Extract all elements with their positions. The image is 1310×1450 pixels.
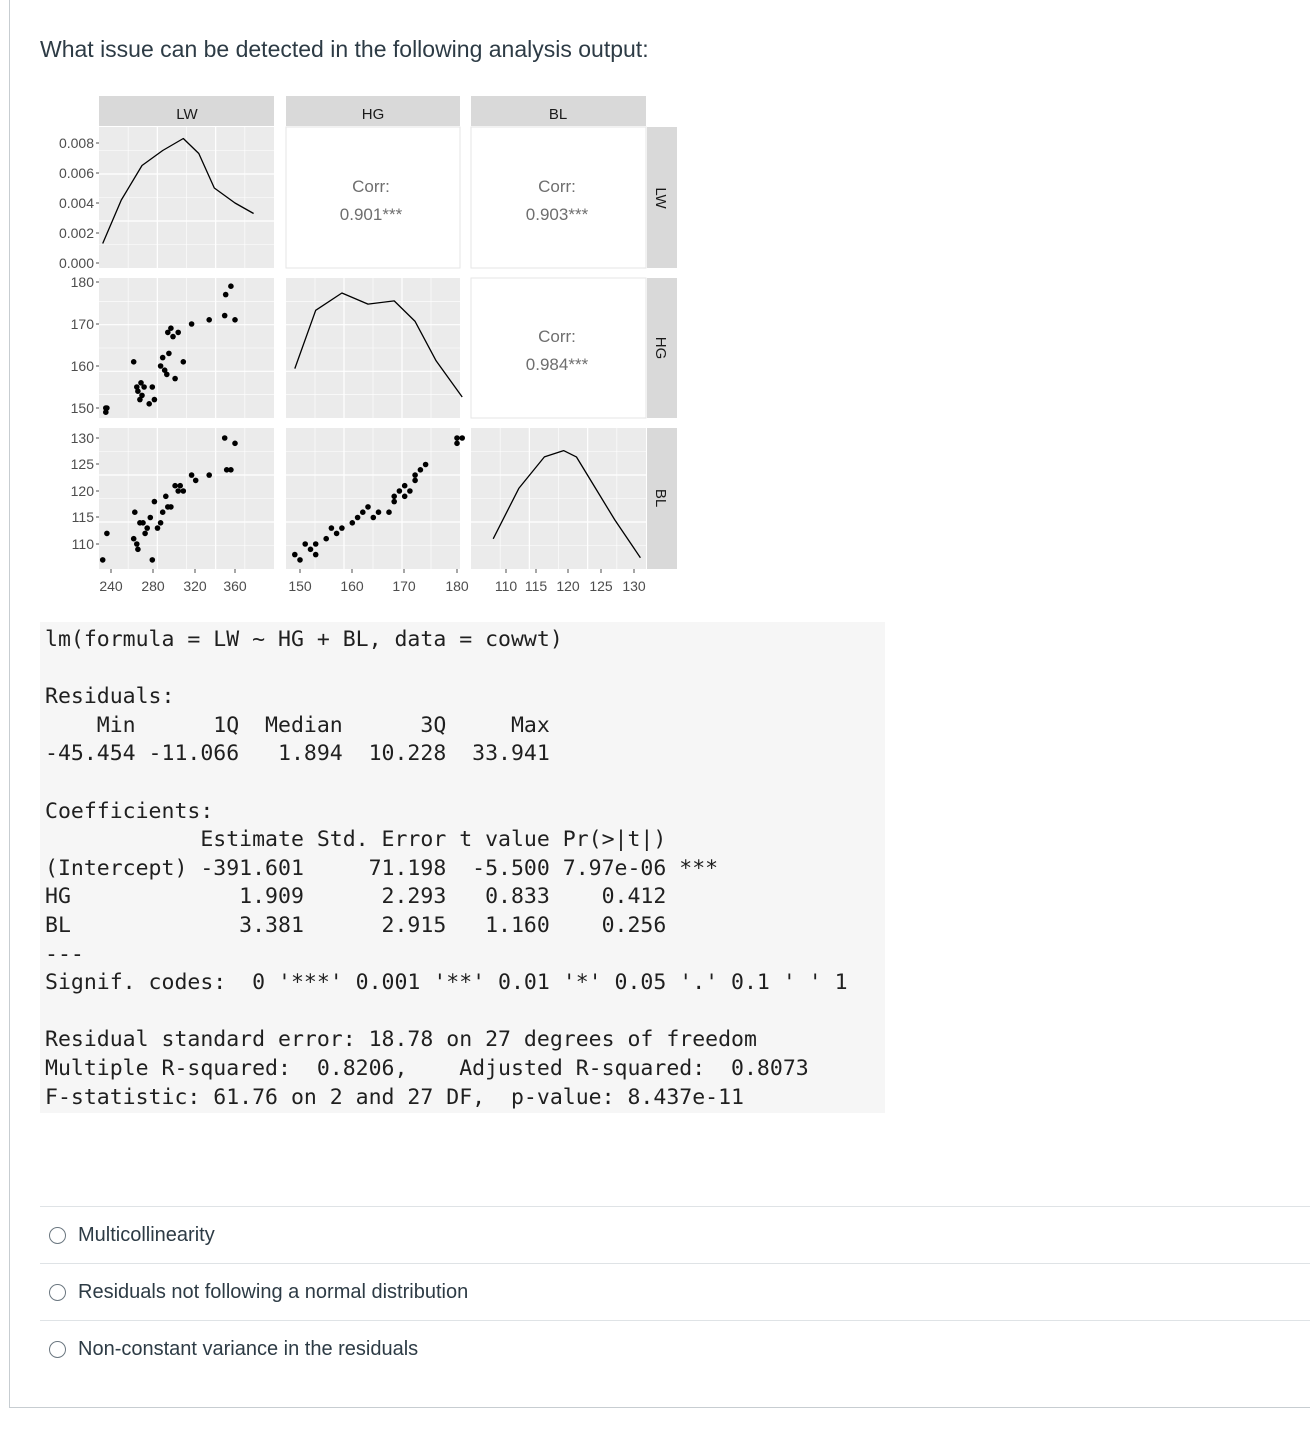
answer-label[interactable]: Residuals not following a normal distribution bbox=[78, 1280, 469, 1303]
tick-label: 0.006 bbox=[58, 165, 94, 181]
scatter-point bbox=[163, 494, 169, 500]
scatter-point bbox=[459, 435, 465, 441]
answer-radio[interactable] bbox=[49, 1341, 66, 1358]
scatter-point bbox=[181, 488, 187, 494]
scatter-point bbox=[418, 467, 424, 473]
scatter-point bbox=[158, 520, 164, 526]
tick-label: 125 bbox=[589, 578, 613, 594]
scatter-point bbox=[175, 488, 181, 494]
scatter-point bbox=[397, 488, 403, 494]
scatter-point bbox=[232, 441, 238, 447]
tick-label: 0.002 bbox=[58, 225, 94, 241]
scatter-point bbox=[166, 351, 172, 357]
corr-panel-lw-bl bbox=[471, 127, 646, 268]
tick-label: 110 bbox=[494, 578, 518, 594]
tick-label: 360 bbox=[223, 578, 247, 594]
scatter-point bbox=[222, 435, 228, 441]
scatter-point bbox=[177, 483, 183, 489]
scatter-point bbox=[100, 557, 106, 563]
scatter-point bbox=[193, 478, 199, 484]
scatter-point bbox=[391, 494, 397, 500]
tick-label: 160 bbox=[70, 358, 94, 374]
scatter-point bbox=[158, 363, 164, 369]
output-line: Min 1Q Median 3Q Max bbox=[45, 712, 563, 738]
question-text: What issue can be detected in the following analysis output: bbox=[40, 36, 649, 62]
tick-label: 115 bbox=[524, 578, 548, 594]
output-line: HG 1.909 2.293 0.833 0.412 bbox=[45, 884, 719, 910]
scatter-point bbox=[228, 467, 234, 473]
scatter-point bbox=[206, 317, 212, 323]
scatter-point bbox=[160, 509, 166, 515]
scatter-point bbox=[155, 525, 161, 531]
tick-label: 150 bbox=[70, 400, 94, 416]
scatter-point bbox=[144, 525, 150, 531]
answer-radio[interactable] bbox=[49, 1227, 66, 1244]
scatter-point bbox=[172, 483, 178, 489]
hg-y-axis bbox=[71, 274, 95, 416]
scatter-point bbox=[376, 509, 382, 515]
scatter-point bbox=[181, 359, 187, 365]
corr-label-hg-bl: Corr: bbox=[538, 327, 576, 346]
pairs-plot-svg bbox=[40, 92, 690, 604]
output-line: -45.454 -11.066 1.894 10.228 33.941 bbox=[45, 741, 563, 767]
scatter-point bbox=[131, 536, 137, 542]
scatter-point bbox=[175, 330, 181, 336]
answer-radio[interactable] bbox=[49, 1284, 66, 1301]
strip-right-label-lw: LW bbox=[652, 187, 669, 209]
scatter-point bbox=[228, 283, 234, 289]
scatter-point bbox=[412, 472, 418, 478]
output-line: Residuals: bbox=[45, 684, 175, 710]
tick-label: 130 bbox=[70, 430, 94, 446]
tick-label: 120 bbox=[556, 578, 580, 594]
answer-option[interactable] bbox=[40, 1206, 1310, 1263]
output-line: BL 3.381 2.915 1.160 0.256 bbox=[45, 912, 719, 938]
tick-label: 180 bbox=[445, 578, 469, 594]
answer-list bbox=[40, 1206, 1310, 1377]
tick-label: 0.000 bbox=[58, 255, 94, 271]
tick-label: 160 bbox=[340, 578, 364, 594]
output-line: (Intercept) -391.601 71.198 -5.500 7.97e-06 *** bbox=[45, 855, 719, 881]
scatter-point bbox=[142, 531, 148, 537]
scatter-point bbox=[206, 472, 212, 478]
answer-label[interactable]: Non-constant variance in the residuals bbox=[78, 1337, 419, 1360]
scatter-point bbox=[141, 384, 147, 390]
corr-value-hg-bl: 0.984*** bbox=[525, 355, 589, 374]
scatter-point bbox=[365, 504, 371, 510]
scatter-point bbox=[386, 509, 392, 515]
hg-x-axis bbox=[288, 578, 469, 594]
scatter-point bbox=[152, 499, 158, 505]
answer-option[interactable] bbox=[40, 1320, 1310, 1377]
scatter-point bbox=[412, 478, 418, 484]
tick-label: 110 bbox=[71, 536, 94, 552]
scatter-point bbox=[104, 531, 110, 537]
tick-label: 0.004 bbox=[58, 195, 94, 211]
density-y-axis bbox=[59, 135, 94, 271]
scatter-point bbox=[308, 547, 314, 553]
output-line: --- bbox=[45, 941, 84, 967]
scatter-point bbox=[164, 372, 170, 378]
scatter-point bbox=[152, 397, 158, 403]
bl-y-axis bbox=[71, 430, 95, 552]
scatter-point bbox=[454, 441, 460, 447]
output-line: lm(formula = LW ~ HG + BL, data = cowwt) bbox=[45, 627, 563, 652]
scatter-point bbox=[454, 435, 460, 441]
answer-label[interactable]: Multicollinearity bbox=[78, 1223, 215, 1246]
tick-label: 115 bbox=[71, 509, 94, 525]
strip-label-hg: HG bbox=[361, 106, 385, 123]
scatter-point bbox=[160, 355, 166, 361]
corr-panel-lw-hg bbox=[286, 127, 460, 268]
scatter-point bbox=[371, 515, 377, 521]
strip-right-label-hg: HG bbox=[652, 336, 669, 360]
scatter-point bbox=[150, 557, 156, 563]
pairs-plot bbox=[40, 92, 690, 604]
scatter-point bbox=[168, 504, 174, 510]
scatter-point bbox=[139, 393, 145, 399]
output-line: Residual standard error: 18.78 on 27 degrees of freedom bbox=[45, 1027, 757, 1053]
scatter-point bbox=[297, 557, 303, 563]
output-line: Estimate Std. Error t value Pr(>|t|) bbox=[45, 827, 719, 853]
scatter-point bbox=[360, 509, 366, 515]
scatter-point bbox=[402, 483, 408, 489]
scatter-point bbox=[423, 462, 429, 468]
tick-label: 130 bbox=[622, 578, 646, 594]
scatter-point bbox=[302, 541, 308, 547]
scatter-point bbox=[407, 488, 413, 494]
scatter-point bbox=[232, 317, 238, 323]
strip-label-lw: LW bbox=[176, 106, 198, 123]
tick-label: 180 bbox=[70, 274, 94, 290]
scatter-point bbox=[350, 520, 356, 526]
strip-right-label-bl: BL bbox=[652, 488, 669, 508]
scatter-point bbox=[135, 547, 141, 553]
tick-label: 320 bbox=[183, 578, 207, 594]
scatter-point bbox=[132, 509, 138, 515]
corr-value-lw-bl: 0.903*** bbox=[525, 205, 589, 224]
corr-panel-hg-bl bbox=[471, 278, 646, 418]
corr-label-lw-hg: Corr: bbox=[352, 177, 390, 196]
scatter-point bbox=[329, 525, 335, 531]
regression-output bbox=[40, 622, 885, 1113]
tick-label: 0.008 bbox=[58, 135, 94, 151]
scatter-point bbox=[355, 515, 361, 521]
scatter-point bbox=[104, 405, 110, 411]
tick-label: 170 bbox=[70, 316, 94, 332]
strip-label-bl: BL bbox=[548, 106, 568, 123]
lw-x-axis bbox=[99, 578, 247, 594]
tick-label: 280 bbox=[141, 578, 165, 594]
output-line: Multiple R-squared: 0.8206, Adjusted R-squared: 0.8073 bbox=[45, 1055, 822, 1081]
scatter-point bbox=[339, 525, 345, 531]
corr-value-lw-hg: 0.901*** bbox=[339, 205, 403, 224]
scatter-point bbox=[323, 536, 329, 542]
output-line: Coefficients: bbox=[45, 798, 214, 824]
scatter-point bbox=[131, 359, 137, 365]
scatter-point bbox=[313, 541, 319, 547]
tick-label: 150 bbox=[288, 578, 312, 594]
tick-label: 170 bbox=[392, 578, 416, 594]
output-line: Signif. codes: 0 '***' 0.001 '**' 0.01 '*' 0.05 '.' 0.1 ' ' 1 bbox=[45, 970, 848, 996]
scatter-point bbox=[313, 552, 319, 558]
scatter-point bbox=[146, 401, 152, 407]
bl-x-axis bbox=[495, 578, 646, 594]
tick-label: 240 bbox=[99, 578, 123, 594]
scatter-point bbox=[189, 321, 195, 327]
scatter-point bbox=[135, 388, 141, 394]
tick-label: 120 bbox=[70, 483, 94, 499]
scatter-point bbox=[140, 520, 146, 526]
scatter-point bbox=[170, 334, 176, 340]
scatter-point bbox=[189, 472, 195, 478]
answer-option[interactable] bbox=[40, 1263, 1310, 1320]
scatter-point bbox=[402, 494, 408, 500]
scatter-point bbox=[148, 515, 154, 521]
scatter-point bbox=[391, 499, 397, 505]
scatter-point bbox=[150, 384, 156, 390]
corr-label-lw-bl: Corr: bbox=[538, 177, 576, 196]
scatter-point bbox=[223, 292, 229, 298]
scatter-point bbox=[172, 376, 178, 382]
scatter-point bbox=[222, 313, 228, 319]
scatter-point bbox=[168, 325, 174, 331]
scatter-point bbox=[134, 541, 140, 547]
scatter-point bbox=[334, 531, 340, 537]
scatter-point bbox=[292, 552, 298, 558]
tick-label: 125 bbox=[70, 456, 94, 472]
output-line: F-statistic: 61.76 on 2 and 27 DF, p-value: 8.437e-11 bbox=[45, 1084, 744, 1110]
